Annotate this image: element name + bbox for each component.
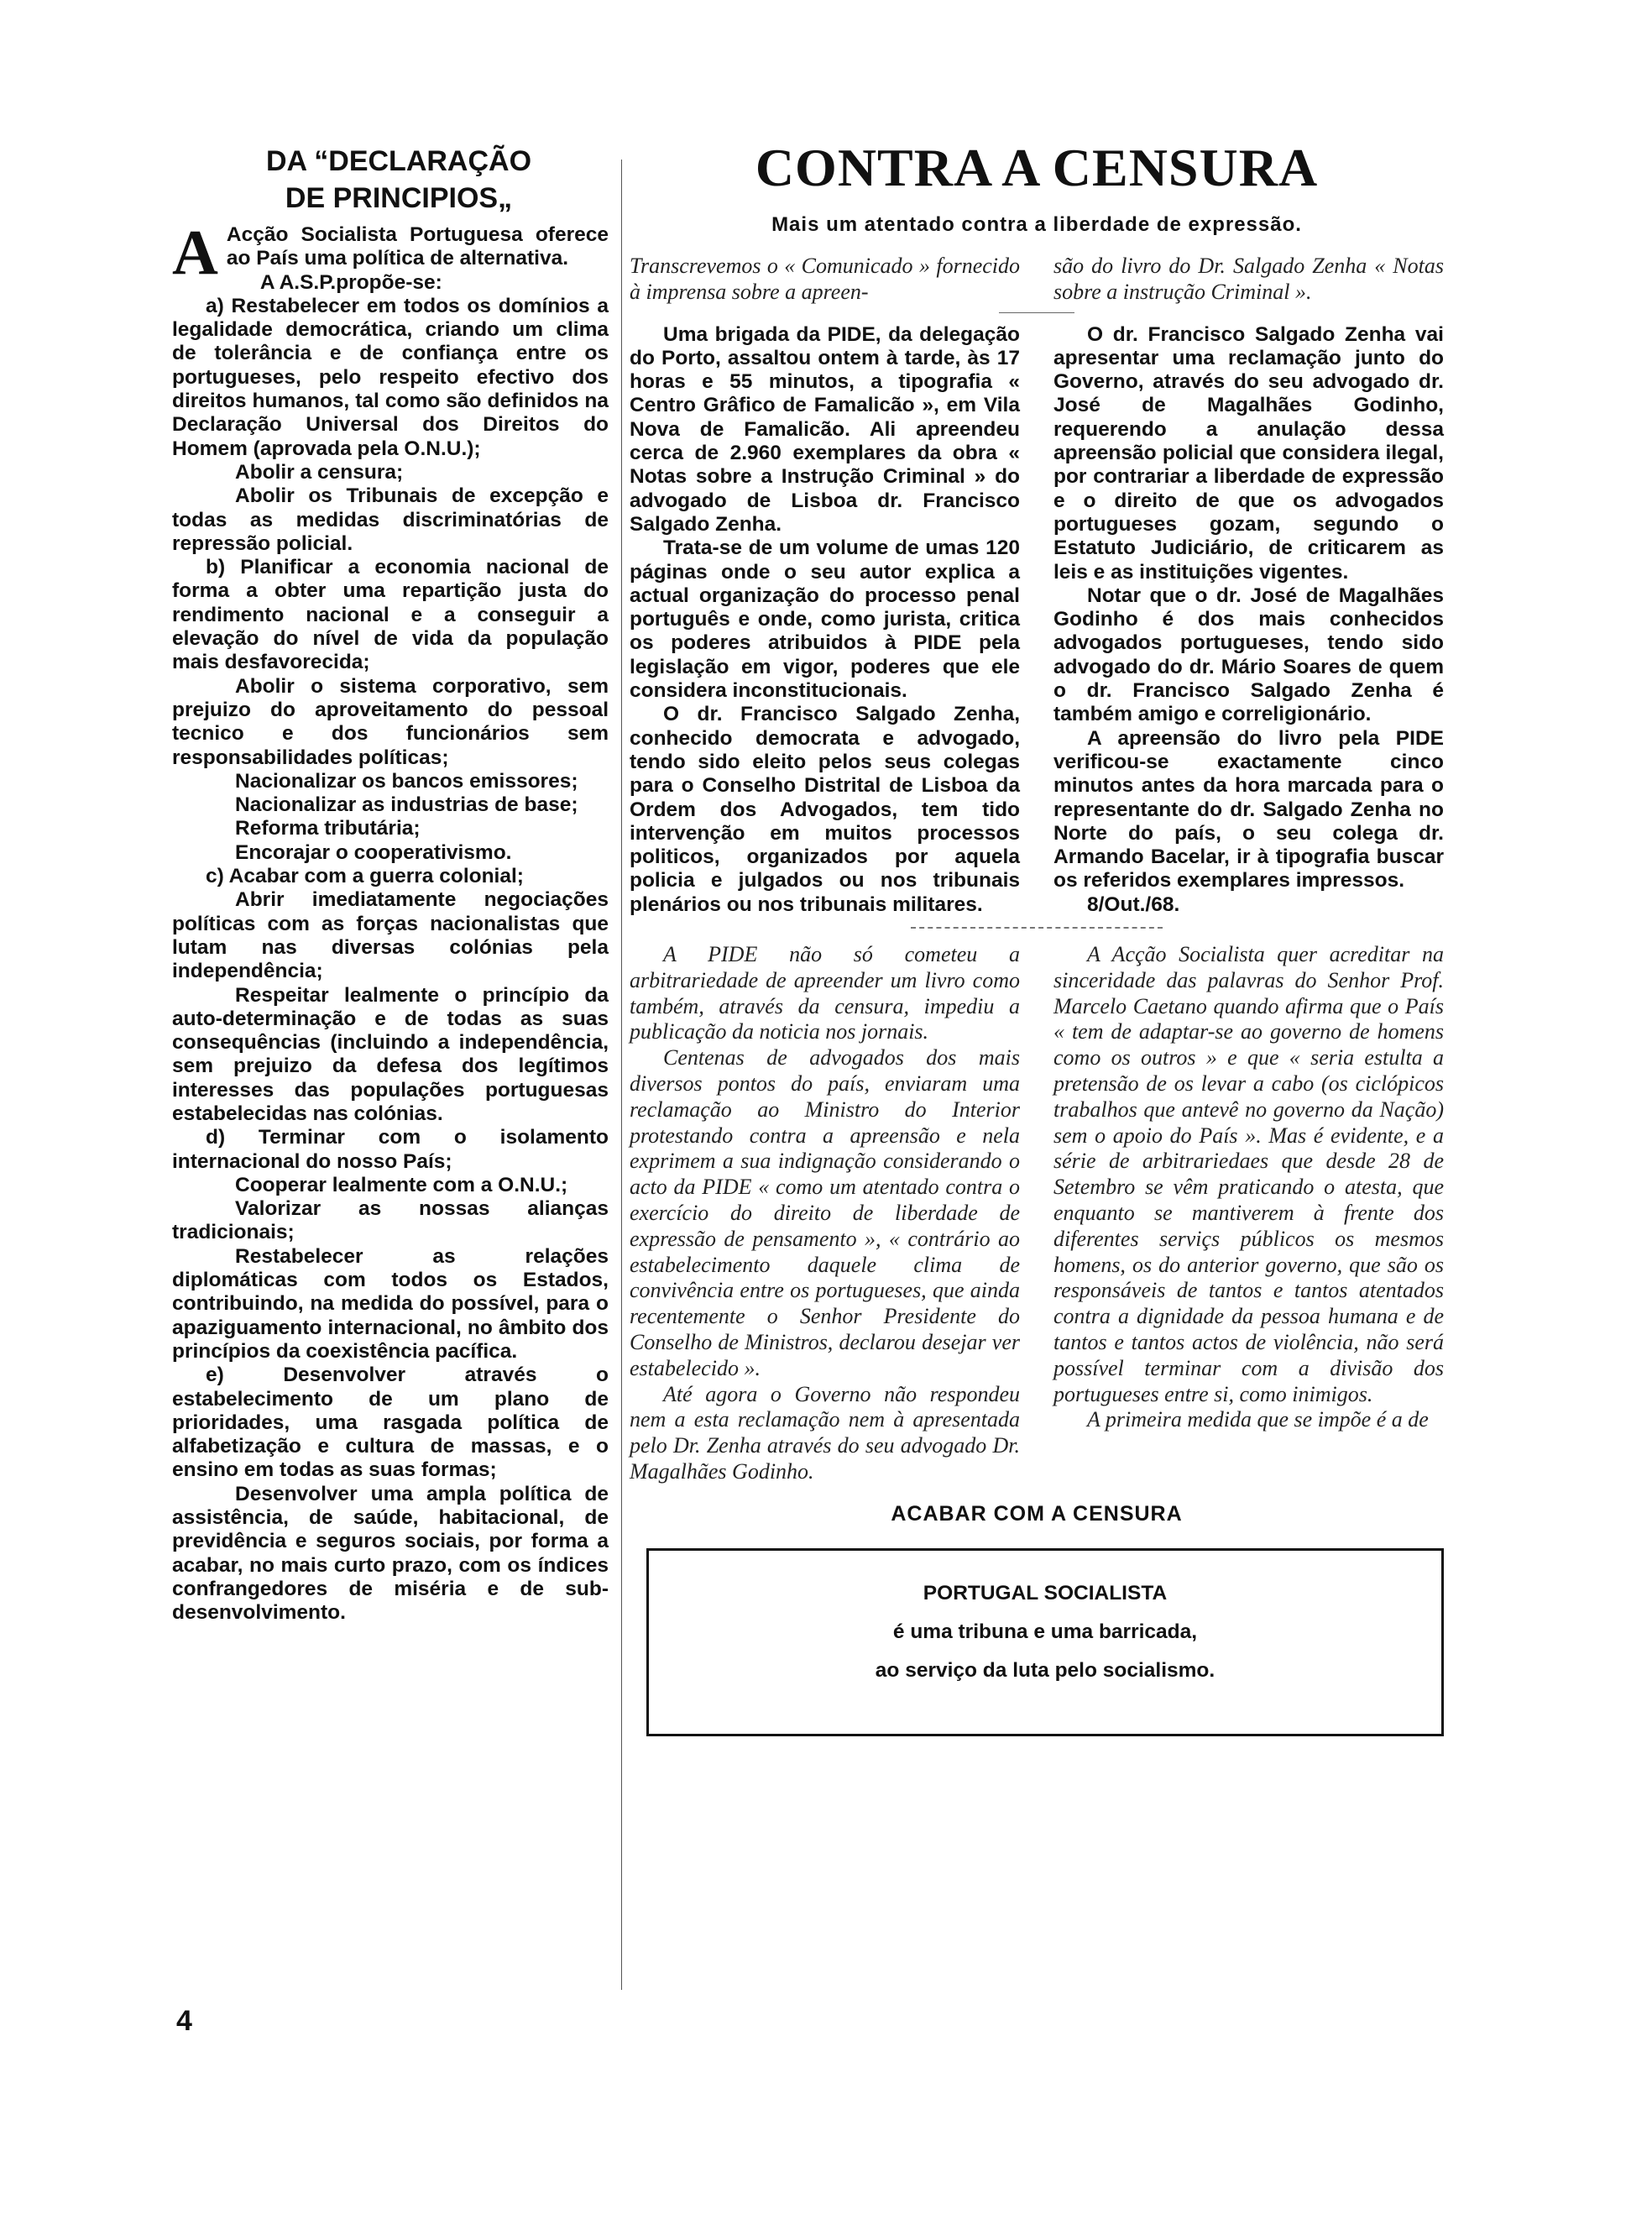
page-number: 4: [176, 2005, 192, 2037]
box-line1: PORTUGAL SOCIALISTA: [923, 1581, 1168, 1604]
declaration-paragraph: A A.S.P.propõe-se:: [259, 270, 442, 294]
declaration-paragraph: Desenvolver uma ampla política de assistência, de saúde, habitacional, de previdência e seguros sociais, por forma a acabar, no mais curto prazo, com os índices confrangedores de miséria e de sub-desenvolvimento.: [172, 1482, 609, 1625]
news-left-paragraph: Trata-se de um volume de umas 120 páginas onde o seu autor explica a actual organização do processo penal português e onde, como jurista, critica os poderes atribuidos à PIDE pela legislação em vigor, poderes que ele considera inconstitucionais.: [630, 537, 1020, 703]
declaration-paragraph: Abolir o sistema corporativo, sem prejuizo do aproveitamento do pessoal tecnico e dos funcionários sem responsabilidades políticas;: [172, 674, 609, 769]
news-left-paragraph: Uma brigada da PIDE, da delegação do Porto, assaltou ontem à tarde, às 17 horas e 55 minutos, a tipografia « Centro Grâfico de Famalicão », em Vila Nova de Famalicão. Ali apreendeu cerca de 2.960 exemplares da obra « Notas sobre a Instrução Criminal » do advogado de Lisboa dr. Francisco Salgado Zenha.: [630, 322, 1020, 536]
declaration-paragraph: Abrir imediatamente negociações políticas com as forças nacionalistas que lutam nas diversas colónias pela independência;: [172, 888, 609, 983]
drop-cap: A: [172, 217, 218, 288]
comment-left-paragraph: Até agora o Governo não respondeu nem a esta reclamação nem à apresentada pelo Dr. Zenha através do seu advogado Dr. Magalhães Godinho.: [630, 1381, 1020, 1484]
lead-rule: [999, 312, 1074, 313]
box-line2: é uma tribuna e uma barricada,: [892, 1620, 1198, 1643]
comment-right: [1053, 942, 1444, 1485]
closing-headline: ACABAR COM A CENSURA: [891, 1501, 1183, 1526]
declaration-paragraph: c) Acabar com a guerra colonial;: [206, 865, 524, 888]
article-title: CONTRA A CENSURA: [755, 138, 1319, 197]
intro-text: Acção Socialista Portuguesa oferece ao País uma política de alternativa.: [226, 223, 609, 270]
comment-left: [630, 942, 1020, 1485]
comment-right-paragraph: A primeira medida que se impõe é a de: [1087, 1407, 1429, 1432]
section-dashed-rule: [911, 927, 1163, 929]
news-right-paragraph: A apreensão do livro pela PIDE verificou-se exactamente cinco minutos antes da hora marcada para o representante do dr. Salgado Zenha no Norte do país, o seu colega dr. Armando Bacelar, ir à tipografia buscar os referidos exemplares impressos.: [1053, 726, 1444, 893]
news-right-paragraph: Notar que o dr. José de Magalhães Godinho é dos mais conhecidos advogados portugueses, tendo sido advogado do dr. Mário Soares de quem o dr. Francisco Salgado Zenha é também amigo e correligionário.: [1053, 584, 1444, 726]
news-right: [1053, 323, 1444, 917]
declaration-paragraph: Nacionalizar os bancos emissores;: [235, 769, 578, 793]
declaration-paragraph: Nacionalizar as industrias de base;: [235, 793, 578, 817]
comment-section: [630, 942, 1444, 1485]
box-line3: ao serviço da luta pelo socialismo.: [875, 1658, 1215, 1682]
main-article: [630, 134, 1444, 1736]
comment-right-paragraph: A Acção Socialista quer acreditar na sinceridade das palavras do Senhor Prof. Marcelo Caetano quando afirma que o País « tem de adaptar-se ao governo de homens como os outros » e que « seria estulta a pretensão de os levar a cabo (os ciclópicos trabalhos que antevê no governo da Nação) sem o apoio do País ». Mas é evidente, e a série de arbitrariedaes que desde 28 de Setembro se vêm praticando o atesta, que enquanto se mantiverem à frente dos diferentes serviçs públicos os mesmos homens, os do anterior governo, que são os responsáveis de tantos e tantos atentados contra a dignidade da pessoa humana e de tantos e tantos actos de violência, não será possível terminar com a divisão dos portugueses entre si, como inimigos.: [1053, 942, 1444, 1406]
portugal-socialista-box: [646, 1548, 1444, 1736]
declaration-title-line2: DE PRINCIPIOS„: [285, 182, 513, 214]
declaration-paragraph: Encorajar o cooperativismo.: [235, 840, 512, 864]
lead-right: são do livro do Dr. Salgado Zenha « Notas sobre a instrução Criminal ».: [1053, 254, 1444, 304]
lead-left: Transcrevemos o « Comunicado » fornecido à imprensa sobre a apreen-: [630, 254, 1020, 304]
declaration-paragraph: Reforma tributária;: [235, 817, 421, 840]
declaration-paragraph: Cooperar lealmente com a O.N.U.;: [235, 1173, 568, 1196]
declaration-paragraph: a) Restabelecer em todos os domínios a legalidade democrática, criando um clima de tolerância e de confiança entre os portugueses, pelo respeito efectivo dos direitos humanos, tal como são definidos na Declaração Universal dos Direitos do Homem (aprovada pela O.N.U.);: [172, 294, 609, 460]
declaration-paragraph: Respeitar lealmente o princípio da auto-determinação e de todas as suas consequências (incluindo a independência, sem prejuizo da defesa dos legítimos interesses das populações portuguesas estabelecidas nas colónias.: [172, 983, 609, 1125]
news-right-paragraph: O dr. Francisco Salgado Zenha vai apresentar uma reclamação junto do Governo, através do seu advogado dr. José de Magalhães Godinho, requerendo a anulação dessa apreensão policial que considera ilegal, por contrariar a liberdade de expressão e o direito de que os advogados portugueses gozam, segundo o Estatuto Judiciário, de criticarem as leis e as instituições vigentes.: [1053, 322, 1444, 584]
declaration-paragraph: Abolir os Tribunais de excepção e todas as medidas discriminatórias de repressão policial.: [172, 484, 609, 555]
column-divider: [621, 160, 622, 1990]
declaration-paragraph: Valorizar as nossas alianças tradicionais;: [172, 1197, 609, 1244]
dateline: 8/Out./68.: [1087, 893, 1180, 916]
declaration-column: [172, 143, 609, 1625]
news-left-paragraph: O dr. Francisco Salgado Zenha, conhecido democrata e advogado, tendo sido eleito pelos seus colegas para o Conselho Distrital de Lisboa da Ordem dos Advogados, tem tido intervenção em muitos processos politicos, organizados por aquela policia e julgados ou nos tribunais plenários ou nos tribunais militares.: [630, 703, 1020, 916]
declaration-title-line1: DA “DECLARAÇÃO: [265, 145, 532, 177]
news-section: [630, 323, 1444, 917]
declaration-paragraph: Restabelecer as relações diplomáticas com todos os Estados, contribuindo, na medida do possível, para o apaziguamento internacional, no âmbito dos princípios da coexistência pacífica.: [172, 1244, 609, 1363]
declaration-paragraph: b) Planificar a economia nacional de forma a obter uma repartição justa do rendimento nacional e a conseguir a elevação do nível de vida da população mais desfavorecida;: [172, 556, 609, 674]
article-subtitle: Mais um atentado contra a liberdade de expressão.: [771, 213, 1302, 236]
declaration-title: [172, 143, 609, 217]
comment-left-paragraph: A PIDE não só cometeu a arbitrariedade de apreender um livro como também, através da censura, impediu a publicação da noticia nos jornais.: [630, 942, 1020, 1044]
declaration-paragraph: e) Desenvolver através o estabelecimento de um plano de prioridades, uma rasgada política de alfabetização e cultura de massas, e o ensino em todas as suas formas;: [172, 1364, 609, 1482]
declaration-body: [172, 217, 609, 1625]
comment-left-paragraph: Centenas de advogados dos mais diversos pontos do país, enviaram uma reclamação ao Ministro do Interior protestando contra a apreensão e nela exprimem a sua indignação considerando o acto da PIDE « como um atentado contra o exercício do direito de liberdade de expressão de pensamento », « contrário ao estabelecimento daquele clima de convivência entre os portugueses, que ainda recentemente o Senhor Presidente do Conselho de Ministros, declarou desejar ver estabelecido ».: [630, 1045, 1020, 1380]
declaration-paragraph: Abolir a censura;: [235, 460, 404, 484]
declaration-paragraph: d) Terminar com o isolamento internacional do nosso País;: [172, 1126, 609, 1173]
lead-section: [630, 254, 1444, 306]
news-left: [630, 323, 1020, 917]
